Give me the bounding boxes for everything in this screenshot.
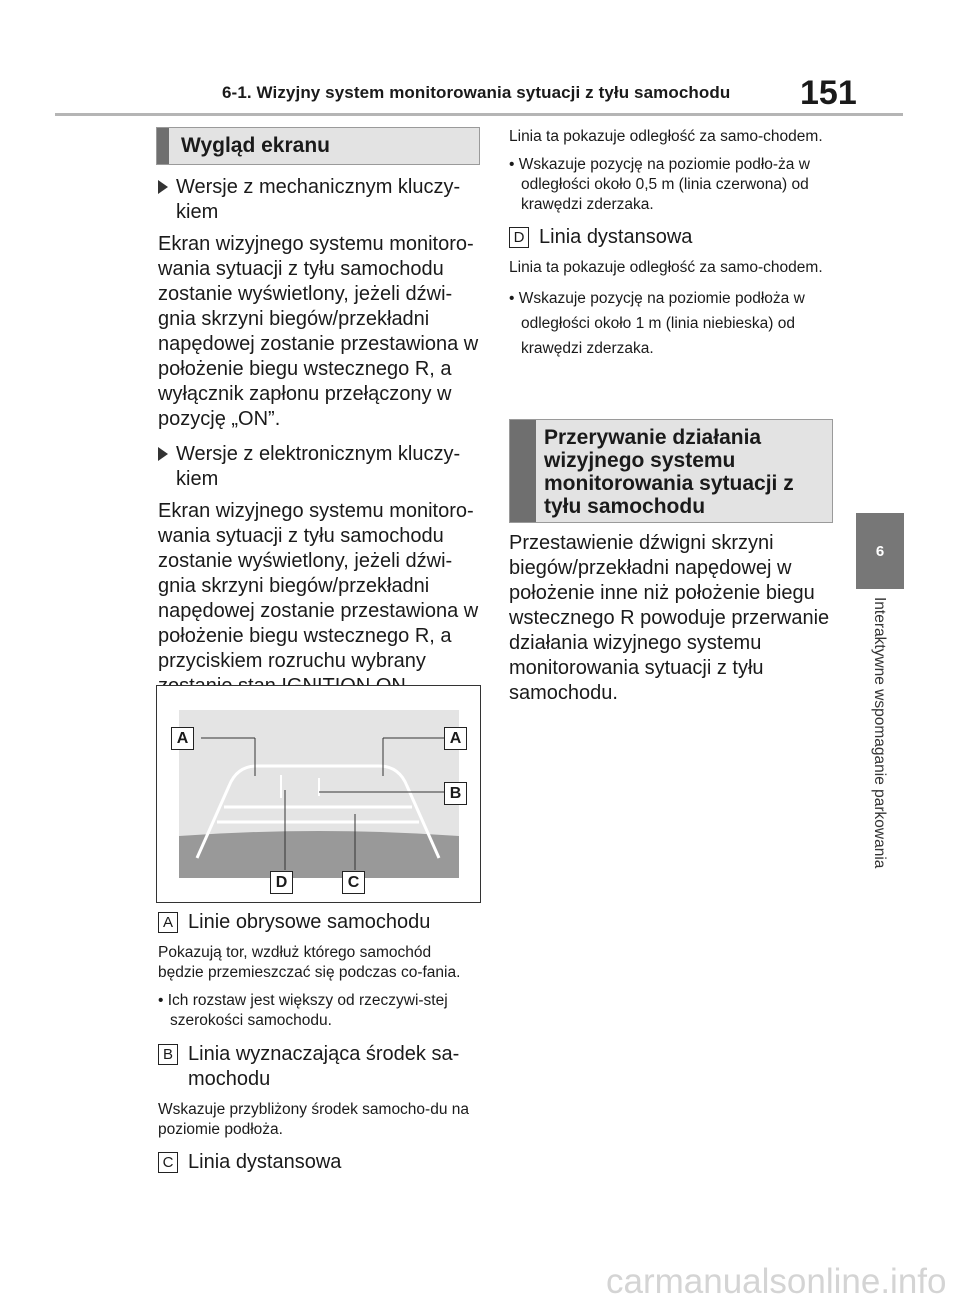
interrupting-text: Przestawienie dźwigni skrzyni biegów/przekładni napędowej w położenie inne niż położenie biegu wstecznego R powoduje przerwanie działania wizyjnego systemu monitorowania sytuacji z tyłu samochodu. bbox=[509, 532, 830, 704]
diagram-label-b: B bbox=[444, 782, 467, 805]
item-d-bullet: • Wskazuje pozycję na poziomie podłoża w odległości około 1 m (linia niebieska) od krawędzi zderzaka. bbox=[509, 290, 805, 357]
version-mechanical-key-heading: Wersje z mechanicznym kluczy-kiem bbox=[158, 175, 480, 225]
diagram-label-c: C bbox=[342, 871, 365, 894]
diagram-label-a-left: A bbox=[171, 727, 194, 750]
version-electronic-key-heading: Wersje z elektronicznym kluczy-kiem bbox=[158, 442, 480, 492]
version-mechanical-key-text: Ekran wizyjnego systemu monitoro-wania sytuacji z tyłu samochodu zostanie wyświetlony, jeżeli dźwi-gnia skrzyni biegów/przekładni napędowej zostanie przestawiona w położenie biegu wstecznego R, a wyłącznik zapłonu przełączony w pozycję „ON”. bbox=[158, 233, 479, 430]
item-a-title: A Linie obrysowe samochodu bbox=[158, 910, 480, 935]
page-number: 151 bbox=[800, 74, 857, 112]
version-electronic-key-text: Ekran wizyjnego systemu monitoro-wania sytuacji z tyłu samochodu zostanie wyświetlony, jeżeli dźwi-gnia skrzyni biegów/przekładni napędowej zostanie przestawiona w położenie biegu wstecznego R, a przyciskiem rozruchu wybrany bbox=[158, 500, 479, 672]
item-c-bullet: • Wskazuje pozycję na poziomie podło-ża w odległości około 0,5 m (linia czerwona) od krawędzi zderzaka. bbox=[509, 156, 810, 213]
watermark: carmanualsonline.info bbox=[606, 1262, 947, 1301]
section-title-interrupting: Przerywanie działania wizyjnego systemu monitorowania sytuacji z tyłu samochodu bbox=[509, 419, 833, 523]
section-title-screen-view: Wygląd ekranu bbox=[156, 127, 480, 165]
item-c-desc: Linia ta pokazuje odległość za samo-chodem. bbox=[509, 128, 823, 145]
header-rule bbox=[55, 113, 903, 116]
diagram-label-d: D bbox=[270, 871, 293, 894]
diagram-label-a-right: A bbox=[444, 727, 467, 750]
item-a-bullet: • Ich rozstaw jest większy od rzeczywi-stej szerokości samochodu. bbox=[158, 992, 448, 1029]
chapter-tab: 6 bbox=[856, 513, 904, 589]
page-header-title: 6-1. Wizyjny system monitorowania sytuacji z tyłu samochodu bbox=[222, 83, 731, 102]
item-b-title: B Linia wyznaczająca środek sa-mochodu bbox=[158, 1042, 480, 1092]
item-a-desc: Pokazują tor, wzdłuż którego samochód będzie przemieszczać się podczas co-fania. bbox=[158, 944, 461, 981]
item-c-title: C Linia dystansowa bbox=[158, 1150, 480, 1175]
rear-camera-screen-diagram bbox=[156, 685, 481, 903]
chapter-side-label: Interaktywne wspomaganie parkowania bbox=[871, 597, 888, 869]
item-d-title: D Linia dystansowa bbox=[509, 225, 831, 250]
item-d-desc: Linia ta pokazuje odległość za samo-chodem. bbox=[509, 259, 823, 276]
item-b-desc: Wskazuje przybliżony środek samocho-du na poziomie podłoża. bbox=[158, 1101, 469, 1138]
